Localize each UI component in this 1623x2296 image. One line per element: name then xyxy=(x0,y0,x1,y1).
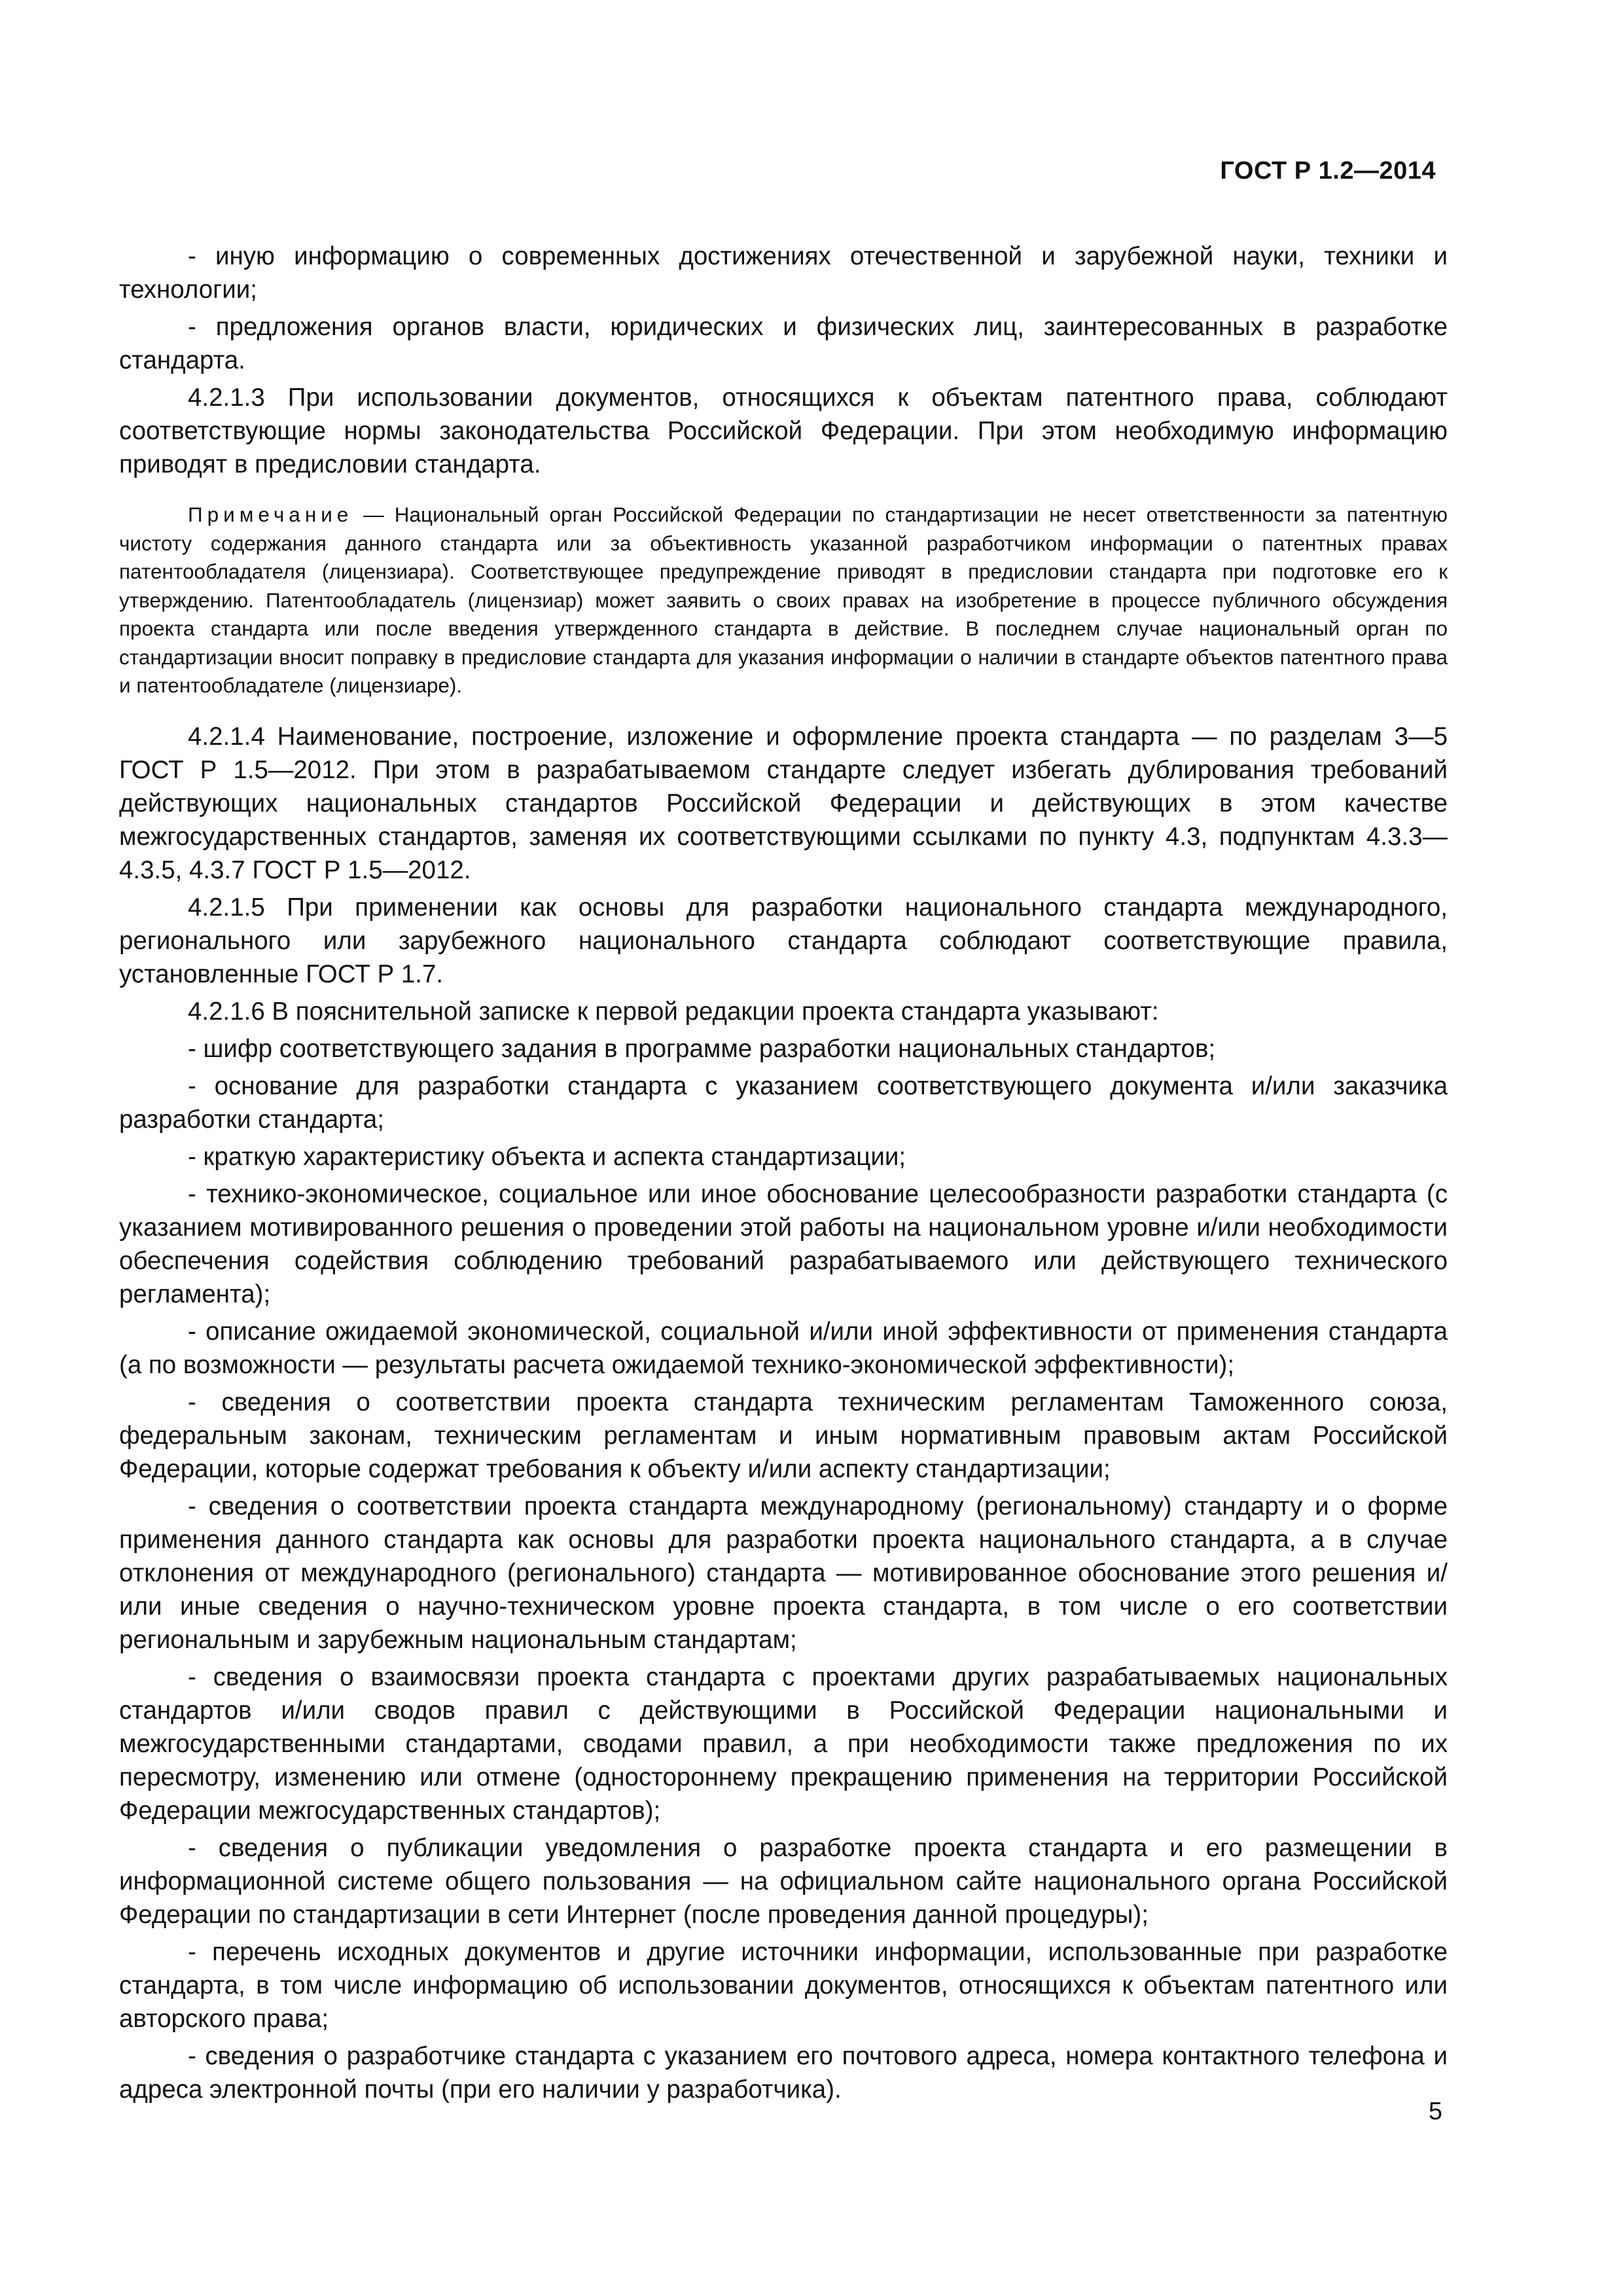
list-item: - технико-экономическое, социальное или иное обоснование целесообразности разработки стандарта (с указанием мотивированного решения о проведении этой работы на национальном уровне и/или необходимости обеспечения содействия соблюдению требований разрабатываемого или действующего технического регламента); xyxy=(119,1179,1448,1308)
page-number: 5 xyxy=(1428,2098,1442,2125)
list-item: - описание ожидаемой экономической, социальной и/или иной эффективности от применения стандарта (а по возможности — результаты расчета ожидаемой технико-экономической эффективности); xyxy=(119,1317,1448,1379)
standard-designation: ГОСТ Р 1.2—2014 xyxy=(1220,157,1436,185)
note-text: — Национальный орган Российской Федерации по стандартизации не несет ответственности за патентную чистоту содержания данного стандарта или за объективность указанной разработчиком информации о патентных правах патентообладателя (лицензиара). Соответствующее предупреждение приводят в предисловии стандарта при подготовке его к утверждению. Патентообладатель (лицензиар) может заявить о своих правах на изобретение в процессе публичного обсуждения проекта стандарта или после введения утвержденного стандарта в действие. В последнем случае национальный орган по стандартизации вносит поправку в предисловие стандарта для указания информации о наличии в стандарте объектов патентного права и патентообладателе (лицензиаре). xyxy=(119,503,1448,697)
paragraph: - иную информацию о современных достижениях отечественной и зарубежной науки, техники и технологии; xyxy=(119,242,1448,304)
list-item: - шифр соответствующего задания в программе разработки национальных стандартов; xyxy=(188,1034,1216,1063)
document-body xyxy=(119,240,1448,2110)
note-label: Примечание xyxy=(188,503,353,526)
list-item: - сведения о соответствии проекта стандарта техническим регламентам Таможенного союза, федеральным законам, техническим регламентам и иным нормативным правовым актам Российской Федерации, которые содержат требования к объекту и/или аспекту стандартизации; xyxy=(119,1388,1448,1483)
paragraph: 4.2.1.4 Наименование, построение, изложение и оформление проекта стандарта — по разделам 3—5 ГОСТ Р 1.5—2012. При этом в разрабатываемом стандарте следует избегать дублирования требований действующих национальных стандартов Российской Федерации и действующих в этом качестве межгосударственных стандартов, заменяя их соответствующими ссылками по пункту 4.3, подпунктам 4.3.3—4.3.5, 4.3.7 ГОСТ Р 1.5—2012. xyxy=(119,722,1448,884)
paragraph: 4.2.1.5 При применении как основы для разработки национального стандарта международного, регионального или зарубежного национального стандарта соблюдают соответствующие правила, установленные ГОСТ Р 1.7. xyxy=(119,893,1448,988)
list-item: - сведения о соответствии проекта стандарта международному (региональному) стандарту и о форме применения данного стандарта как основы для разработки проекта национального стандарта, а в случае отклонения от международного (регионального) стандарта — мотивированное обоснование этого решения и/или иные сведения о научно-техническом уровне проекта стандарта, в том числе о его соответствии региональным и зарубежным национальным стандартам; xyxy=(119,1492,1448,1654)
list-item: - сведения о разработчике стандарта с указанием его почтового адреса, номера контактного телефона и адреса электронной почты (при его наличии у разработчика). xyxy=(119,2041,1448,2104)
list-item: - основание для разработки стандарта с указанием соответствующего документа и/или заказчика разработки стандарта; xyxy=(119,1071,1448,1134)
paragraph: - предложения органов власти, юридических и физических лиц, заинтересованных в разработке стандарта. xyxy=(119,313,1448,374)
list-item: - сведения о публикации уведомления о разработке проекта стандарта и его размещении в информационной системе общего пользования — на официальном сайте национального органа Российской Федерации по стандартизации в сети Интернет (после проведения данной процедуры); xyxy=(119,1833,1448,1929)
list-item: - краткую характеристику объекта и аспекта стандартизации; xyxy=(188,1142,906,1171)
list-item: - перечень исходных документов и другие источники информации, использованные при разработке стандарта, в том числе информацию об использовании документов, относящихся к объектам патентного или авторского права; xyxy=(119,1937,1448,2033)
note-block xyxy=(119,501,1448,700)
paragraph: 4.2.1.3 При использовании документов, относящихся к объектам патентного права, соблюдают соответствующие нормы законодательства Российской Федерации. При этом необходимую информацию приводят в предисловии стандарта. xyxy=(119,384,1448,478)
list-item: - сведения о взаимосвязи проекта стандарта с проектами других разрабатываемых национальных стандартов и/или сводов правил с действующими в Российской Федерации национальными и межгосударственными стандартами, сводами правил, а при необходимости также предложения по их пересмотру, изменению или отмене (одностороннему прекращению применения на территории Российской Федерации межгосударственных стандартов); xyxy=(119,1662,1448,1825)
paragraph: 4.2.1.6 В пояснительной записке к первой редакции проекта стандарта указывают: xyxy=(188,997,1159,1026)
